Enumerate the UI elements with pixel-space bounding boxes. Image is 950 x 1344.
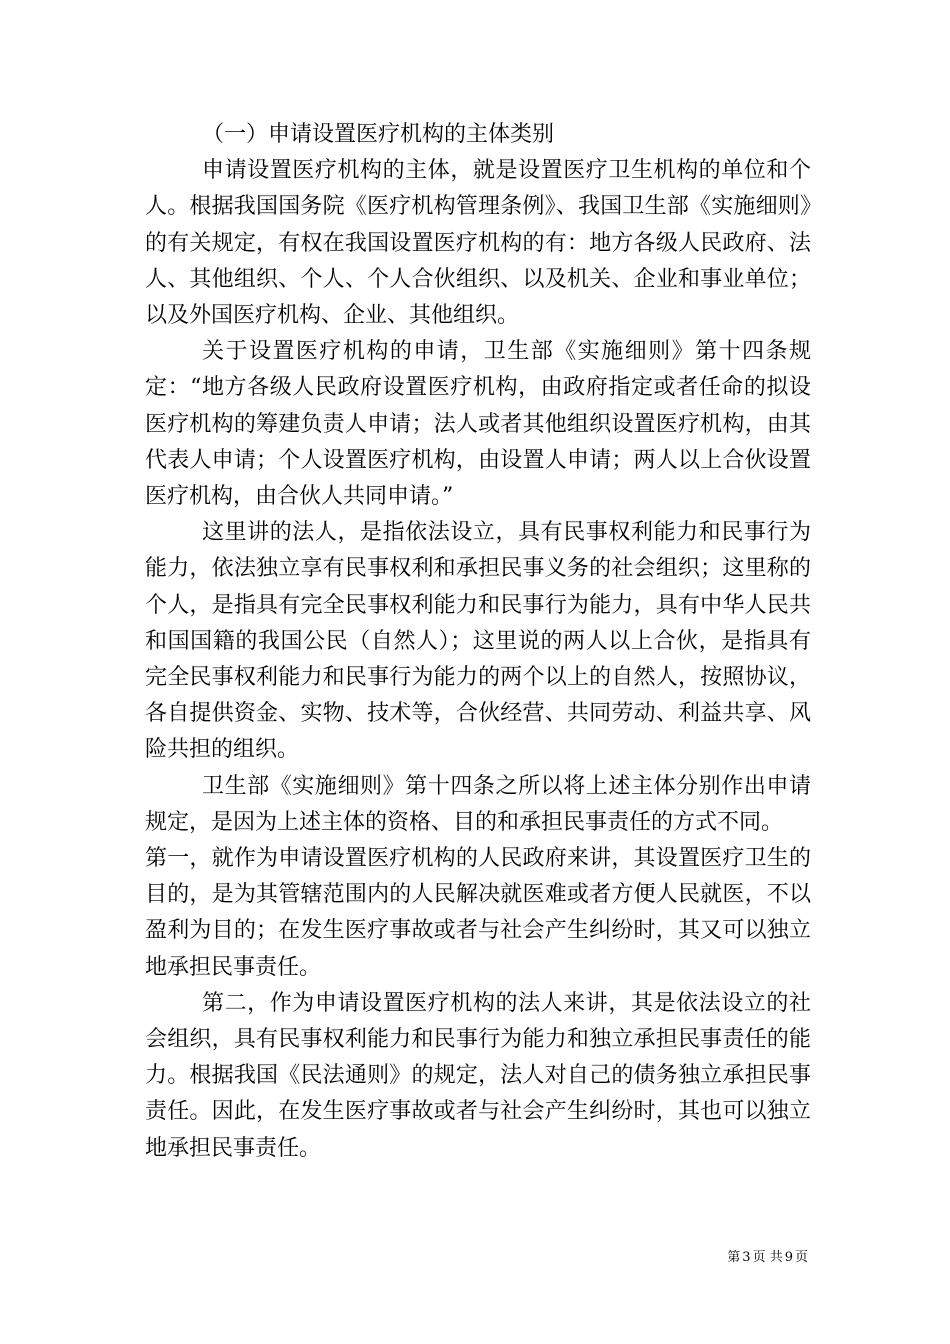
paragraph-2: 关于设置医疗机构的申请，卫生部《实施细则》第十四条规定：“地方各级人民政府设置医疗机构，由政府指定或者任命的拟设医疗机构的筹建负责人申请；法人或者其他组织设置医疗机构，由其代表人申请；个人设置医疗机构，由设置人申请；两人以上合伙设置医疗机构，由合伙人共同申请。”: [145, 339, 811, 510]
paragraph-5: 第一，就作为申请设置医疗机构的人民政府来讲，其设置医疗卫生的目的，是为其管辖范围内的人民解决就医难或者方便人民就医，不以盈利为目的；在发生医疗事故或者与社会产生纠纷时，其又可以独立地承担民事责任。: [145, 846, 811, 980]
footer-middle: 页 共: [752, 1250, 783, 1265]
paragraph-4-line-1: [145, 769, 811, 841]
section-heading: （一）申请设置医疗机构的主体类别: [202, 122, 555, 147]
paragraph-1: 申请设置医疗机构的主体，就是设置医疗卫生机构的单位和个人。根据我国国务院《医疗机构管理条例》、我国卫生部《实施细则》的有关规定，有权在我国设置医疗机构的有：地方各级人民政府、法人、其他组织、个人、个人合伙组织、以及机关、企业和事业单位；以及外国医疗机构、企业、其他组织。: [145, 158, 811, 329]
paragraph-3: 这里讲的法人，是指依法设立，具有民事权利能力和民事行为能力，依法独立享有民事权利和承担民事义务的社会组织；这里称的个人，是指具有完全民事权利能力和民事行为能力，具有中华人民共和国国籍的我国公民（自然人）；这里说的两人以上合伙，是指具有完全民事权利能力和民事行为能力的两个以上的自然人，按照协议，各自提供资金、实物、技术等，合伙经营、共同劳动、利益共享、风险共担的组织。: [145, 520, 811, 763]
footer-total-pages: 9: [784, 1250, 793, 1265]
footer-suffix: 页: [794, 1250, 808, 1265]
document-body: [145, 117, 811, 1167]
footer-prefix: 第: [727, 1250, 741, 1265]
paragraph-4: 卫生部《实施细则》第十四条之所以将上述主体分别作出申请规定，是因为上述主体的资格、目的和承担民事责任的方式不同。: [145, 773, 811, 835]
footer-page-number: 3: [742, 1250, 751, 1265]
page-footer: [727, 1250, 808, 1266]
paragraph-6: 第二，作为申请设置医疗机构的法人来讲，其是依法设立的社会组织，具有民事权利能力和民事行为能力和独立承担民事责任的能力。根据我国《民法通则》的规定，法人对自己的债务独立承担民事责任。因此，在发生医疗事故或者与社会产生纠纷时，其也可以独立地承担民事责任。: [145, 990, 811, 1161]
